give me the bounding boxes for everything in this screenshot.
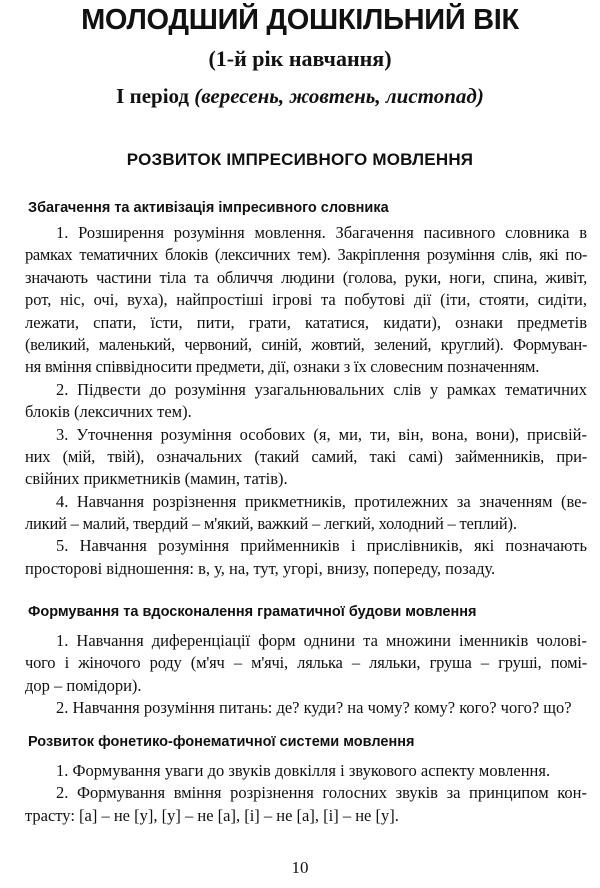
subsection-body	[25, 760, 587, 827]
subsection-body	[25, 222, 587, 580]
subsection-body	[25, 630, 587, 720]
text-line: 4. Навчання розрізнення прикметників, протилежних за значенням (ве-	[56, 491, 587, 511]
text-line: ликий – малий, твердий – м'який, важкий – легкий, холодний – теплий).	[25, 514, 517, 534]
text-line: просторові відношення: в, у, на, тут, угорі, внизу, попереду, позаду.	[25, 558, 496, 578]
text-line: лежати, спати, їсти, пити, грати, кататися, кидати), ознаки предметів	[25, 312, 587, 332]
text-line: дор – помідори).	[25, 675, 142, 695]
text-line: 1. Формування уваги до звуків довкілля і звукового аспекту мовлення.	[56, 761, 551, 780]
year-subtitle: (1-й рік навчання)	[208, 46, 392, 71]
text-line: (великий, маленький, червоний, синій, жовтий, зелений, круглий). Формуван-	[25, 334, 587, 354]
text-line: них (мій, твій), означальних (такий самий, такі самі) займенників, при-	[25, 446, 587, 466]
text-line: 2. Підвести до розуміння узагальнювальних слів у рамках тематичних	[56, 379, 587, 399]
text-line: 1. Навчання диференціації форм однини та множини іменників чолові-	[56, 631, 587, 650]
period-heading	[0, 84, 600, 109]
text-line: свійних прикметників (мамин, татів).	[25, 469, 288, 489]
text-line: рамках тематичних блоків (лексичних тем). Закріплення розуміння слів, які по-	[25, 245, 587, 265]
subsection-heading: Формування та вдосконалення граматичної будови мовлення	[28, 604, 477, 620]
text-line: 1. Розширення розуміння мовлення. Збагачення пасивного словника в	[56, 223, 587, 242]
section-title: РОЗВИТОК ІМПРЕСИВНОГО МОВЛЕННЯ	[126, 150, 474, 169]
text-line: 2. Навчання розуміння питань: де? куди? на чому? кому? кого? чого? що?	[56, 698, 572, 718]
text-line: блоків (лексичних тем).	[25, 402, 192, 422]
text-line: ня вміння співвідносити предмети, дії, ознаки з їх словесним позначенням.	[25, 357, 540, 377]
subsection-heading: Розвиток фонетико-фонематичної системи мовлення	[28, 734, 415, 750]
text-line: чого і жіночого роду (м'яч – м'ячі, лялька – ляльки, груша – груші, помі-	[25, 653, 587, 673]
period-months: (вересень, жовтень, листопад)	[194, 84, 484, 108]
period-label: І період	[116, 84, 195, 108]
text-line: трасту: [а] – не [у], [у] – не [а], [і] – не [а], [і] – не [у].	[25, 805, 399, 825]
text-line: рот, ніс, очі, вуха), найпростіші ігрові та побутові дії (іти, стояти, сидіти,	[25, 290, 587, 310]
text-line: 5. Навчання розуміння прийменників і прислівників, які позначають	[56, 536, 587, 556]
page-number: 10	[291, 858, 309, 877]
text-line: 3. Уточнення розуміння особових (я, ми, ти, він, вона, вони), присвій-	[56, 424, 587, 444]
subsection-heading: Збагачення та активізація імпресивного словника	[28, 200, 389, 216]
page-title: МОЛОДШИЙ ДОШКІЛЬНИЙ ВІК	[81, 4, 519, 36]
text-line: 2. Формування вміння розрізнення голосних звуків за принципом кон-	[56, 783, 587, 803]
text-line: значають частини тіла та обличчя людини (голова, руки, ноги, спина, живіт,	[25, 267, 587, 287]
